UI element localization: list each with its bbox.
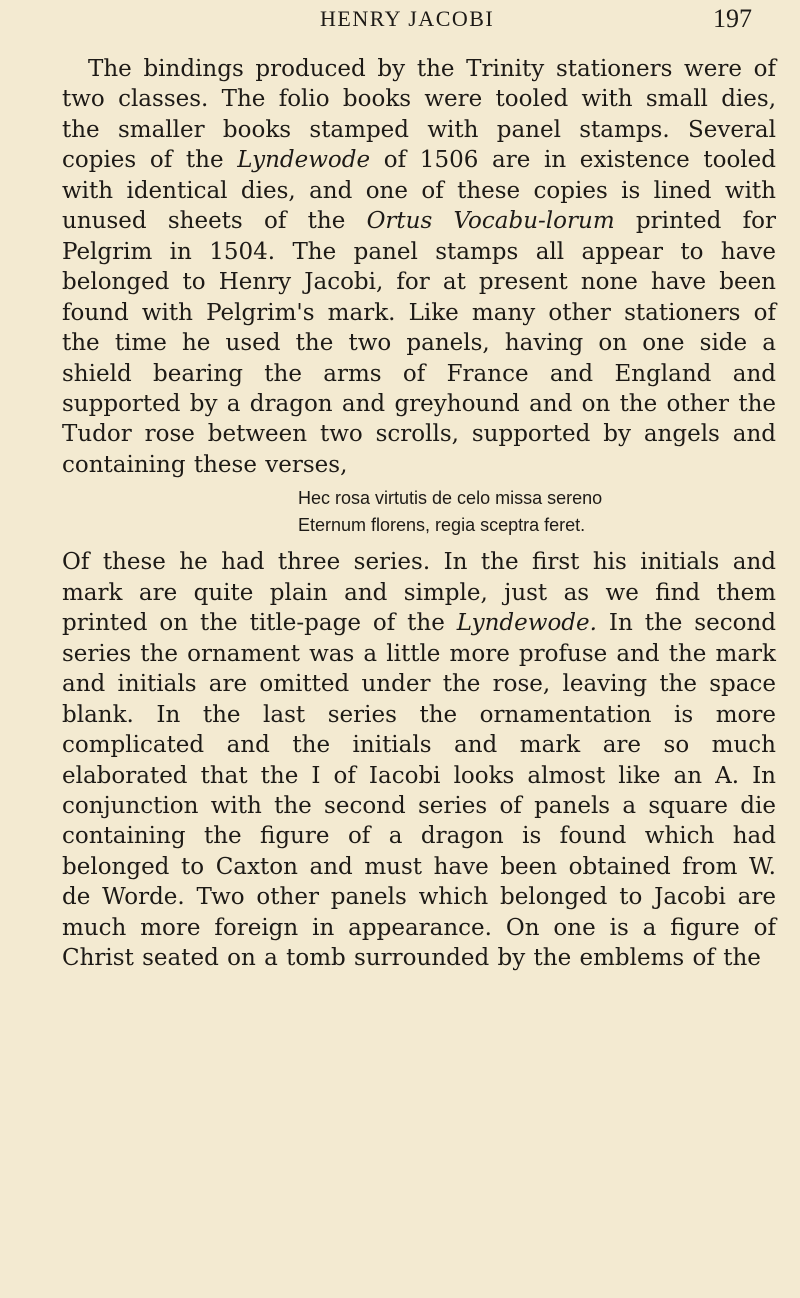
book-title-ortus-vocabulorum: Ortus Vocabu-lorum bbox=[366, 208, 615, 235]
paragraph-text: printed for Pelgrim in 1504. The panel stamps all appear to have belonged to Henry Jacobi, for at present none have been found with Pelgrim's mark. Like many other stationers of the time he used the two panels, having on one side a shield bearing the arms of France and England and supported by a dragon and greyhound and on the other the Tudor rose between two scrolls, supported by angels and containing these verses, bbox=[62, 208, 777, 478]
running-head bbox=[0, 6, 800, 42]
paragraph-text: The bindings produced by the Trinity stationers were of two classes. The folio books were tooled with small dies, the smaller books stamped with panel stamps. Several copies of the bbox=[62, 56, 776, 174]
paragraph-bindings bbox=[62, 54, 776, 480]
paragraph-text: of 1506 are in existence tooled with identical dies, and one of these copies is lined with unused sheets of the bbox=[62, 147, 776, 235]
running-title: HENRY JACOBI bbox=[320, 6, 495, 31]
paragraph-text: Of these he had three series. In the first his initials and mark are quite plain and simple, just as we find them printed on the title-page of the bbox=[62, 549, 776, 637]
verse-line-1: Hec rosa virtutis de celo missa sereno bbox=[298, 488, 603, 509]
paragraph-series bbox=[62, 547, 776, 973]
page-number: 197 bbox=[713, 4, 752, 33]
book-title-lyndewode: Lyndewode. bbox=[456, 610, 597, 637]
verse-line-2: Eternum florens, regia sceptra feret. bbox=[298, 515, 586, 536]
book-title-lyndewode: Lyndewode bbox=[237, 147, 371, 174]
body-text bbox=[62, 54, 776, 974]
verse-quotation bbox=[62, 485, 776, 539]
paragraph-text: In the second series the ornament was a little more profuse and the mark and initials are omitted under the rose, leaving the space blank. In the last series the ornamentation is more complicated and the initials and mark are so much elaborated that the I of Iacobi looks almost like an A. In conjunction with the second series of panels a square die containing the figure of a dragon is found which had belonged to Caxton and must have been obtained from W. de Worde. Two other panels which belonged to Jacobi are much more foreign in appearance. On one is a figure of Christ seated on a tomb surrounded by the emblems of the bbox=[62, 610, 776, 972]
